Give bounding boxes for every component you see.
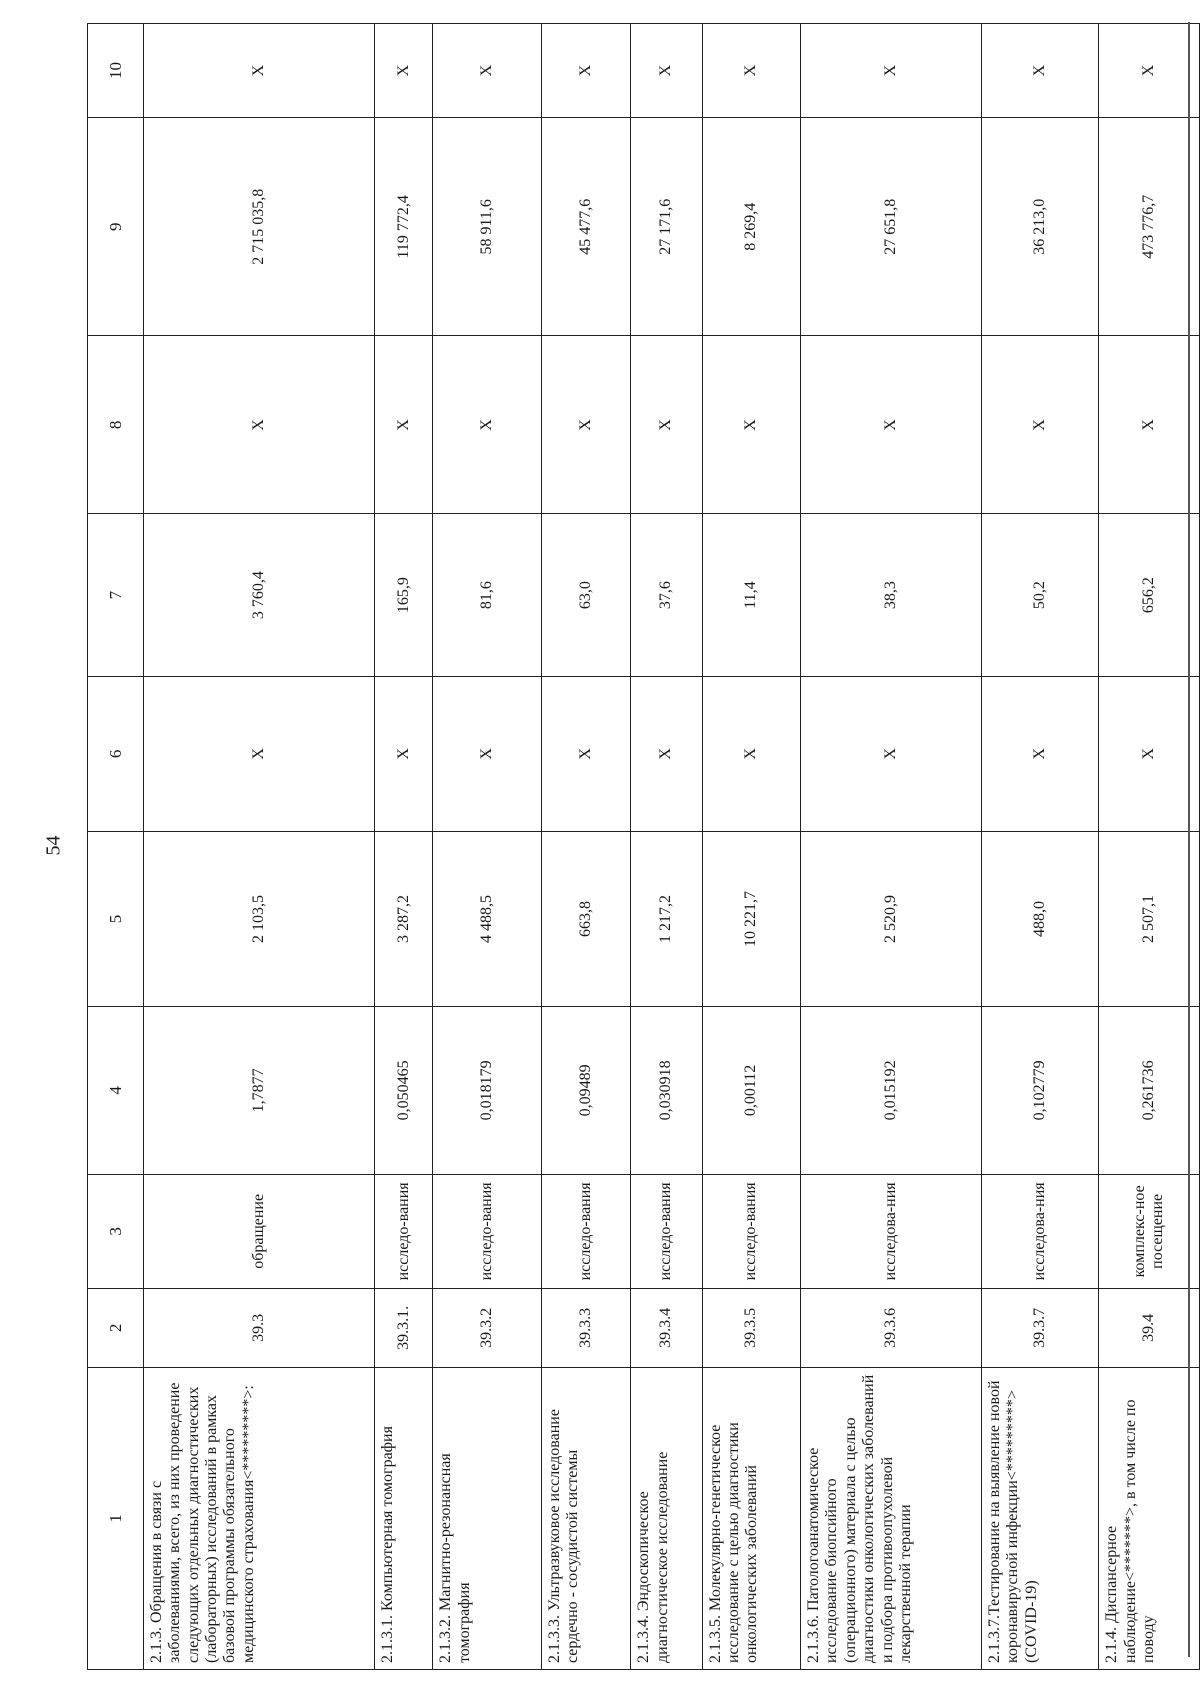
- value-cell: 656,2: [1099, 514, 1200, 677]
- unit-cell: исследо-вания: [375, 1174, 433, 1288]
- table-row: [375, 24, 433, 1670]
- table-row: [541, 24, 630, 1670]
- value-cell: 37,6: [631, 514, 703, 677]
- row-code-cell: 39.3.7: [982, 1289, 1099, 1368]
- value-cell: 8 269,4: [702, 118, 800, 336]
- unit-cell: исследо-вания: [702, 1174, 800, 1288]
- value-cell: X: [143, 676, 374, 831]
- header-cell: 2: [88, 1289, 144, 1368]
- unit-cell: исследо-вания: [433, 1174, 541, 1288]
- unit-cell: исследо-вания: [541, 1174, 630, 1288]
- value-cell: 1 217,2: [631, 831, 703, 1006]
- value-cell: X: [1099, 24, 1200, 118]
- value-cell: X: [433, 676, 541, 831]
- row-code-cell: 39.3.1.: [375, 1289, 433, 1368]
- value-cell: X: [143, 336, 374, 514]
- value-cell: 0,261736: [1099, 1007, 1200, 1175]
- value-cell: 0,030918: [631, 1007, 703, 1175]
- header-cell: 5: [88, 831, 144, 1006]
- row-code-cell: 39.4: [1099, 1289, 1200, 1368]
- table-row: [702, 24, 800, 1670]
- value-cell: 0,018179: [433, 1007, 541, 1175]
- value-cell: 2 103,5: [143, 831, 374, 1006]
- table-row: [800, 24, 981, 1670]
- value-cell: X: [982, 676, 1099, 831]
- value-cell: X: [631, 24, 703, 118]
- value-cell: 0,050465: [375, 1007, 433, 1175]
- scan-edge-line: [1188, 22, 1190, 1657]
- unit-cell: исследова-ния: [800, 1174, 981, 1288]
- value-cell: X: [433, 24, 541, 118]
- value-cell: X: [541, 676, 630, 831]
- value-cell: X: [433, 336, 541, 514]
- value-cell: 2 715 035,8: [143, 118, 374, 336]
- table-row: [1099, 24, 1200, 1670]
- value-cell: 473 776,7: [1099, 118, 1200, 336]
- value-cell: 45 477,6: [541, 118, 630, 336]
- value-cell: 0,102779: [982, 1007, 1099, 1175]
- unit-cell: исследо-вания: [631, 1174, 703, 1288]
- value-cell: X: [631, 336, 703, 514]
- header-cell: 1: [88, 1367, 144, 1669]
- value-cell: 4 488,5: [433, 831, 541, 1006]
- header-cell: 7: [88, 514, 144, 677]
- value-cell: 11,4: [702, 514, 800, 677]
- page-number: 54: [42, 835, 65, 856]
- value-cell: X: [1099, 336, 1200, 514]
- row-name-cell: 2.1.3.5. Молекулярно-генетическое исследование с целью диагностики онкологических заболеваний: [702, 1367, 800, 1669]
- row-code-cell: 39.3.6: [800, 1289, 981, 1368]
- value-cell: 2 520,9: [800, 831, 981, 1006]
- value-cell: X: [541, 24, 630, 118]
- value-cell: X: [375, 24, 433, 118]
- header-cell: 9: [88, 118, 144, 336]
- table-row: [982, 24, 1099, 1670]
- unit-cell: исследова-ния: [982, 1174, 1099, 1288]
- value-cell: X: [702, 676, 800, 831]
- value-cell: 10 221,7: [702, 831, 800, 1006]
- table-row: [433, 24, 541, 1670]
- row-name-cell: 2.1.3.1. Компьютерная томография: [375, 1367, 433, 1669]
- header-row: [88, 24, 144, 1670]
- value-cell: X: [631, 676, 703, 831]
- header-cell: 6: [88, 676, 144, 831]
- unit-cell: комплекс-ное посещение: [1099, 1174, 1200, 1288]
- row-code-cell: 39.3: [143, 1289, 374, 1368]
- table-row: [631, 24, 703, 1670]
- value-cell: X: [375, 676, 433, 831]
- value-cell: X: [375, 336, 433, 514]
- row-code-cell: 39.3.3: [541, 1289, 630, 1368]
- rotated-table-wrapper: [87, 23, 1200, 1670]
- value-cell: X: [982, 24, 1099, 118]
- value-cell: 38,3: [800, 514, 981, 677]
- value-cell: X: [143, 24, 374, 118]
- value-cell: 3 760,4: [143, 514, 374, 677]
- header-cell: 4: [88, 1007, 144, 1175]
- value-cell: 119 772,4: [375, 118, 433, 336]
- header-cell: 8: [88, 336, 144, 514]
- value-cell: 3 287,2: [375, 831, 433, 1006]
- value-cell: X: [800, 336, 981, 514]
- row-name-cell: 2.1.3. Обращения в связи с заболеваниями, всего, из них проведение следующих отдельных диагностических (лабораторных) исследований в рамках базовой программы обязательного медицинского страхования<*********>:: [143, 1367, 374, 1669]
- table-row: [143, 24, 374, 1670]
- row-code-cell: 39.3.4: [631, 1289, 703, 1368]
- row-name-cell: 2.1.3.4. Эндоскопическое диагностическое исследование: [631, 1367, 703, 1669]
- row-name-cell: 2.1.4. Диспансерное наблюдение<*******>, в том числе по поводу: [1099, 1367, 1200, 1669]
- value-cell: X: [702, 336, 800, 514]
- value-cell: 58 911,6: [433, 118, 541, 336]
- value-cell: 0,09489: [541, 1007, 630, 1175]
- data-table: [87, 23, 1200, 1670]
- row-name-cell: 2.1.3.2. Магнитно-резонансная томография: [433, 1367, 541, 1669]
- value-cell: 27 651,8: [800, 118, 981, 336]
- row-name-cell: 2.1.3.3. Ультразвуковое исследование сердечно - сосудистой системы: [541, 1367, 630, 1669]
- row-name-cell: 2.1.3.6. Патологоанатомическое исследование биопсийного (операционного) материала с целью диагностики онкологических заболеваний и подбора противоопухолевой лекарственной терапии: [800, 1367, 981, 1669]
- value-cell: X: [982, 336, 1099, 514]
- value-cell: 663,8: [541, 831, 630, 1006]
- row-code-cell: 39.3.2: [433, 1289, 541, 1368]
- value-cell: 0,015192: [800, 1007, 981, 1175]
- value-cell: 1,7877: [143, 1007, 374, 1175]
- row-code-cell: 39.3.5: [702, 1289, 800, 1368]
- unit-cell: обращение: [143, 1174, 374, 1288]
- value-cell: 81,6: [433, 514, 541, 677]
- header-cell: 10: [88, 24, 144, 118]
- value-cell: X: [800, 676, 981, 831]
- value-cell: X: [541, 336, 630, 514]
- value-cell: 488,0: [982, 831, 1099, 1006]
- value-cell: X: [702, 24, 800, 118]
- value-cell: 0,00112: [702, 1007, 800, 1175]
- value-cell: 165,9: [375, 514, 433, 677]
- row-name-cell: 2.1.3.7.Тестирование на выявление новой коронавирусной инфекции<*********> (COVID-19): [982, 1367, 1099, 1669]
- value-cell: 27 171,6: [631, 118, 703, 336]
- value-cell: 2 507,1: [1099, 831, 1200, 1006]
- value-cell: X: [1099, 676, 1200, 831]
- header-cell: 3: [88, 1174, 144, 1288]
- value-cell: 63,0: [541, 514, 630, 677]
- value-cell: 36 213,0: [982, 118, 1099, 336]
- value-cell: 50,2: [982, 514, 1099, 677]
- value-cell: X: [800, 24, 981, 118]
